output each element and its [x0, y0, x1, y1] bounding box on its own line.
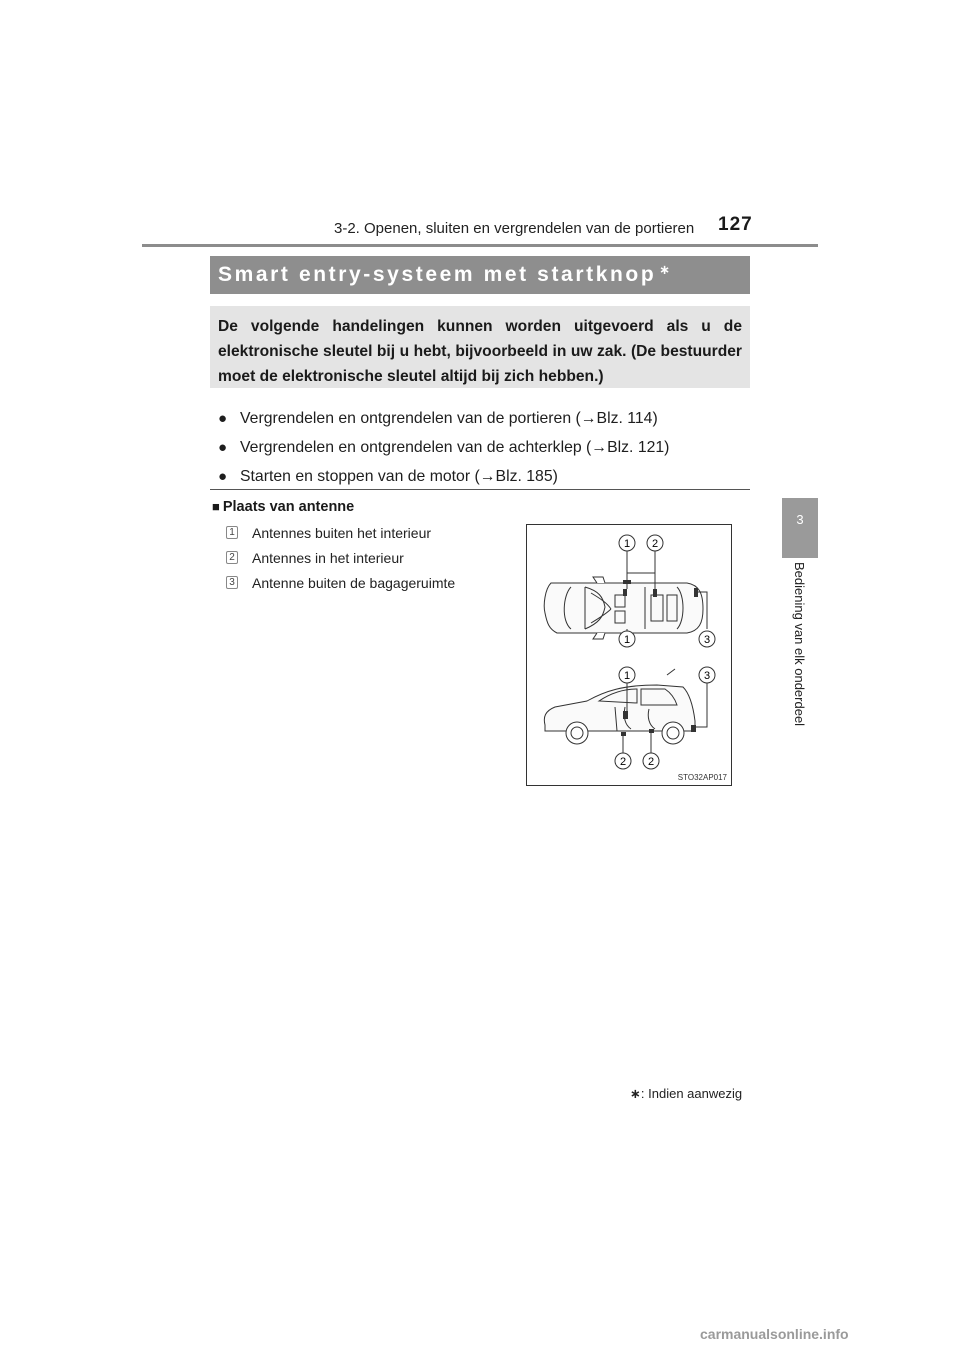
bullet-list	[218, 404, 758, 491]
callout-label: 1	[623, 670, 631, 682]
legend-label: Antennes buiten het interieur	[252, 524, 432, 541]
intro-box: De volgende handelingen kunnen worden uitgevoerd als u de elektronische sleutel bij u hebt, bijvoorbeeld in uw zak. (De bestuurder moet de elektronische sleutel altijd bij zich hebben.)	[210, 306, 750, 388]
callout-label: 3	[703, 670, 711, 682]
list-item	[226, 570, 455, 595]
number-badge: 3	[226, 576, 238, 589]
bullet-icon: ●	[218, 468, 228, 485]
header-rule	[142, 244, 818, 247]
square-bullet-icon: ■	[212, 499, 220, 514]
antenna-heading	[212, 499, 354, 515]
bullet-text: Vergrendelen en ontgrendelen van de achterklep (→Blz. 121)	[240, 438, 670, 456]
footnote-text: : Indien aanwezig	[640, 1086, 743, 1101]
bullet-text: Vergrendelen en ontgrendelen van de portieren (→Blz. 114)	[240, 409, 658, 427]
footnote-asterisk: ∗	[630, 1086, 641, 1101]
list-item	[218, 433, 758, 462]
callout-label: 2	[619, 756, 627, 768]
number-badge: 1	[226, 526, 238, 539]
footnote	[630, 1086, 742, 1102]
antenna-heading-text: Plaats van antenne	[222, 499, 355, 515]
page-number: 127	[718, 214, 753, 235]
chapter-number: 3	[796, 512, 804, 527]
callout-label: 1	[623, 634, 631, 646]
page-title	[210, 256, 750, 294]
car-top-view	[544, 577, 703, 639]
list-item	[218, 462, 758, 491]
list-item	[218, 404, 758, 433]
chapter-title: Bediening van elk onderdeel	[792, 562, 807, 727]
callout-label: 2	[651, 538, 659, 550]
legend-label: Antennes in het interieur	[252, 549, 404, 566]
callout-label: 3	[703, 634, 711, 646]
title-text: Smart entry-systeem met startknop	[218, 263, 657, 286]
watermark: carmanualsonline.info	[700, 1326, 849, 1342]
section-header: 3-2. Openen, sluiten en vergrendelen van de portieren	[334, 220, 695, 237]
callout-label: 2	[647, 756, 655, 768]
car-side-view	[544, 669, 695, 744]
bullet-text: Starten en stoppen van de motor (→Blz. 185)	[240, 467, 558, 485]
antenna-location-diagram	[526, 524, 732, 786]
bullet-icon: ●	[218, 439, 228, 456]
car-diagram-svg	[527, 525, 731, 785]
list-item	[226, 545, 455, 570]
list-item	[226, 520, 455, 545]
callout-label: 1	[623, 538, 631, 550]
bullet-icon: ●	[218, 410, 228, 427]
antenna-legend	[226, 520, 455, 595]
chapter-tab-marker	[782, 498, 818, 558]
section-divider	[210, 489, 750, 490]
title-asterisk: ∗	[659, 262, 671, 277]
diagram-code: STO32AP017	[677, 773, 727, 782]
number-badge: 2	[226, 551, 238, 564]
legend-label: Antenne buiten de bagageruimte	[252, 574, 456, 591]
